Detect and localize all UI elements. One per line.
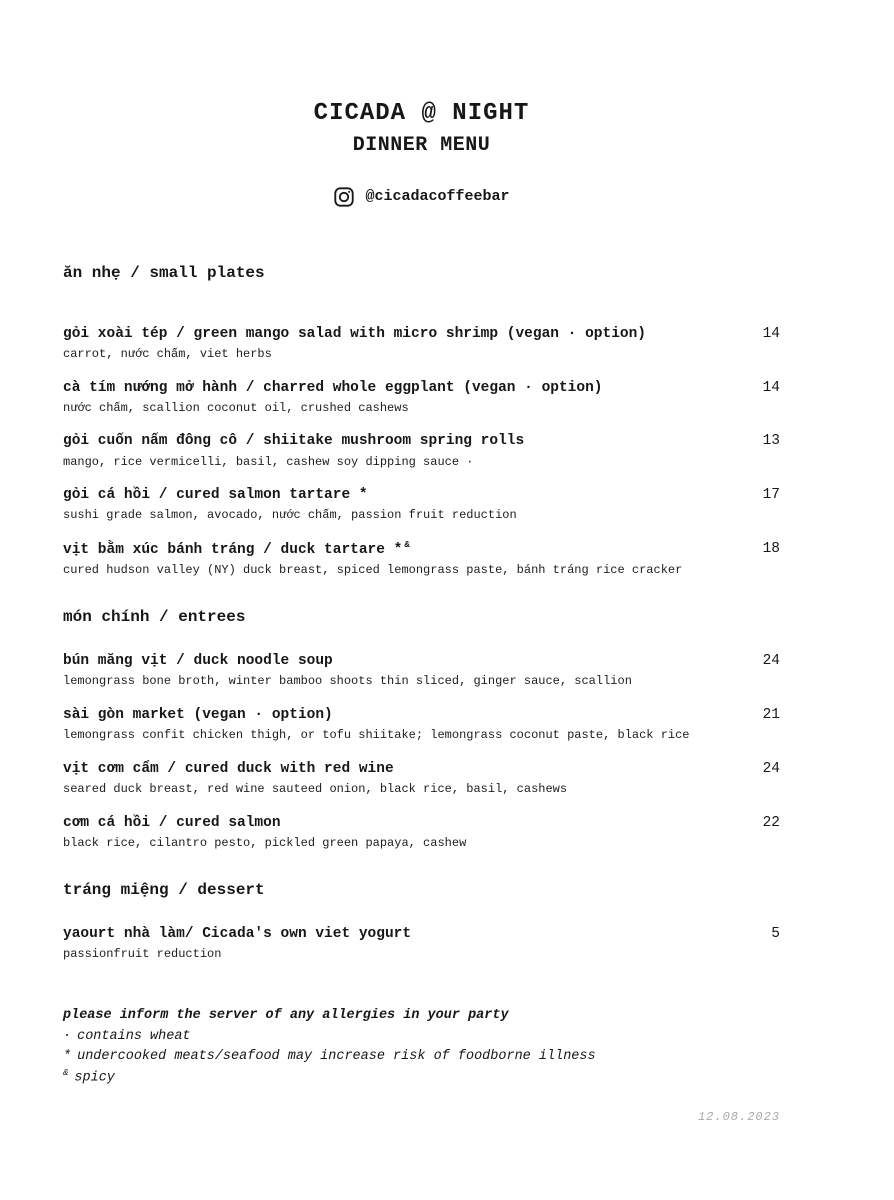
item-name: vịt cơm cẩm / cured duck with red wine <box>63 760 394 777</box>
item-description: lemongrass confit chicken thigh, or tofu shiitake; lemongrass coconut paste, black rice <box>63 728 690 743</box>
menu-item <box>63 760 780 798</box>
menu-item <box>63 379 780 417</box>
item-description: passionfruit reduction <box>63 946 222 961</box>
item-description: nước chấm, scallion coconut oil, crushed cashews <box>63 400 409 415</box>
allergy-notice: please inform the server of any allergies in your party <box>63 1007 509 1023</box>
menu-subtitle: DINNER MENU <box>352 133 491 157</box>
item-name: bún măng vịt / duck noodle soup <box>63 653 333 670</box>
menu-item <box>63 486 780 524</box>
item-description: sushi grade salmon, avocado, nước chấm, passion fruit reduction <box>63 508 517 523</box>
section-entrees <box>63 607 780 852</box>
menu-item <box>63 325 780 363</box>
item-name: vịt bằm xúc bánh tráng / duck tartare * & <box>63 540 410 559</box>
footnote-text: contains wheat <box>77 1028 191 1044</box>
item-price: 24 <box>762 653 780 670</box>
item-price: 17 <box>762 487 780 504</box>
menu-item <box>63 706 780 744</box>
instagram-icon <box>333 186 355 208</box>
section-header: ăn nhẹ / small plates <box>63 263 265 282</box>
item-price: 18 <box>762 541 780 558</box>
instagram-handle: @cicadacoffeebar <box>365 188 510 206</box>
item-price: 21 <box>762 706 780 723</box>
item-name: sài gòn market (vegan · option) <box>63 706 333 723</box>
item-description: black rice, cilantro pesto, pickled green papaya, cashew <box>63 835 467 850</box>
footnote-undercooked <box>63 1047 780 1067</box>
footnote-wheat <box>63 1027 780 1047</box>
item-name: cà tím nướng mở hành / charred whole eggplant (vegan · option) <box>63 379 603 396</box>
menu-item <box>63 652 780 690</box>
spicy-marker: & <box>63 1068 69 1079</box>
item-name: cơm cá hồi / cured salmon <box>63 814 281 831</box>
asterisk-marker: * <box>63 1048 72 1064</box>
section-small-plates <box>63 263 780 579</box>
menu-header <box>63 100 780 208</box>
footnote-text: undercooked meats/seafood may increase risk of foodborne illness <box>77 1048 596 1064</box>
menu-date: 12.08.2023 <box>697 1109 780 1124</box>
item-name: yaourt nhà làm/ Cicada's own viet yogurt <box>63 925 412 942</box>
footnote-spicy <box>63 1067 780 1089</box>
menu-item <box>63 925 780 963</box>
wheat-marker: · <box>63 1028 72 1044</box>
footnote-text: spicy <box>74 1070 115 1086</box>
menu-item <box>63 814 780 852</box>
item-name: gỏi xoài tép / green mango salad with micro shrimp (vegan · option) <box>63 325 646 342</box>
menu-item <box>63 540 780 579</box>
menu-item <box>63 432 780 470</box>
item-description: carrot, nước chấm, viet herbs <box>63 346 272 361</box>
instagram-row <box>63 186 780 208</box>
item-name: gỏi cuốn nấm đông cô / shiitake mushroom spring rolls <box>63 433 525 450</box>
item-price: 14 <box>762 379 780 396</box>
item-description: cured hudson valley (NY) duck breast, spiced lemongrass paste, bánh tráng rice cracker <box>63 563 683 578</box>
item-price: 24 <box>762 760 780 777</box>
item-name: gỏi cá hồi / cured salmon tartare * <box>63 487 368 504</box>
item-price: 22 <box>762 814 780 831</box>
section-header: món chính / entrees <box>63 608 246 627</box>
date-row <box>63 1107 780 1125</box>
item-price: 13 <box>762 433 780 450</box>
footer-notes <box>63 1006 780 1089</box>
item-price: 14 <box>762 325 780 342</box>
menu-title: CICADA @ NIGHT <box>313 100 530 127</box>
section-header: tráng miệng / dessert <box>63 880 265 899</box>
item-description: seared duck breast, red wine sauteed onion, black rice, basil, cashews <box>63 782 568 796</box>
spicy-marker: & <box>404 540 410 551</box>
item-description: mango, rice vermicelli, basil, cashew soy dipping sauce · <box>63 454 474 469</box>
item-price: 5 <box>771 925 780 942</box>
section-dessert <box>63 880 780 963</box>
item-description: lemongrass bone broth, winter bamboo shoots thin sliced, ginger sauce, scallion <box>63 674 632 689</box>
